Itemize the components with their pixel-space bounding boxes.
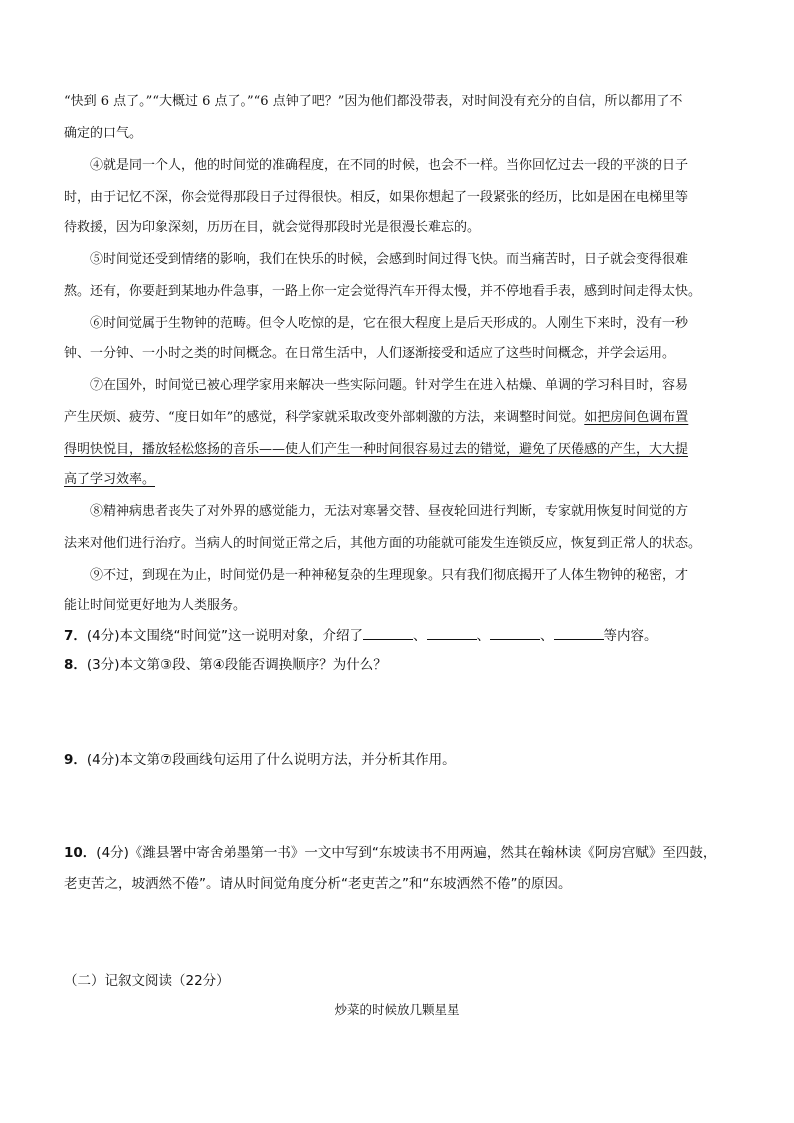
- underlined-sentence: 得明快悦目，播放轻松悠扬的音乐——使人们产生一种时间很容易过去的错觉，避免了厌倦感的产生，大大提: [64, 442, 689, 457]
- question-9: [64, 751, 456, 769]
- question-text: (4分)本文第⑦段画线句运用了什么说明方法，并分析其作用。: [86, 752, 456, 768]
- answer-blank[interactable]: [427, 627, 477, 640]
- question-text: 等内容。: [603, 628, 658, 644]
- question-text: (4分)《潍县署中寄舍弟墨第一书》一文中写到“东坡读书不用两遍，然其在翰林读《阿房宫赋》至四鼓，: [96, 845, 717, 861]
- passage-line: 确定的口气。: [64, 126, 143, 141]
- question-text: (3分)本文第③段、第④段能否调换顺序？为什么？: [86, 657, 387, 673]
- question-10: [64, 844, 716, 862]
- paragraph-6: ⑥时间觉属于生物钟的范畴。但令人吃惊的是，它在很大程度上是后天形成的。人刚生下来时，没有一秒: [90, 316, 689, 331]
- passage-line: 钟、一分钟、一小时之类的时间概念。在日常生活中，人们逐渐接受和适应了这些时间概念，并学会运用。: [64, 346, 676, 361]
- separator: 、: [476, 628, 491, 644]
- passage-line: 待救援，因为印象深刻，历历在目，就会觉得那段时光是很漫长难忘的。: [64, 220, 481, 235]
- paragraph-7: ⑦在国外，时间觉已被心理学家用来解决一些实际问题。针对学生在进入枯燥、单调的学习科目时，容易: [90, 378, 689, 393]
- article-title: 炒菜的时候放几颗星星: [334, 1002, 460, 1017]
- question-7: [64, 627, 658, 645]
- passage-line: 能让时间觉更好地为人类服务。: [64, 598, 247, 613]
- separator: 、: [413, 628, 427, 644]
- question-number: 7．: [64, 628, 87, 644]
- answer-blank[interactable]: [490, 627, 540, 640]
- underlined-sentence: 如把房间色调布置: [584, 410, 689, 425]
- question-number: 10．: [64, 845, 97, 861]
- paragraph-8: ⑧精神病患者丧失了对外界的感觉能力，无法对寒暑交替、昼夜轮回进行判断，专家就用恢复时间觉的方: [90, 504, 689, 519]
- question-number: 9．: [64, 752, 87, 768]
- question-10-continued: 老吏苦之，坡洒然不倦”。请从时间觉角度分析“老吏苦之”和“东坡洒然不倦”的原因。: [64, 876, 572, 892]
- passage-text: 产生厌烦、疲劳、“度日如年”的感觉，科学家就采取改变外部刺激的方法，来调整时间觉。: [64, 410, 585, 425]
- passage-line: “快到 6 点了。”“大概过 6 点了。”“6 点钟了吧？”因为他们都没带表，对时间没有充分的自信，所以都用了不: [64, 94, 683, 109]
- section-heading: （二）记叙文阅读（22分）: [64, 973, 230, 989]
- answer-blank[interactable]: [554, 627, 604, 640]
- paragraph-4: ④就是同一个人，他的时间觉的准确程度，在不同的时候，也会不一样。当你回忆过去一段的平淡的日子: [90, 158, 689, 173]
- question-text: (4分)本文围绕“时间觉”这一说明对象，介绍了: [86, 628, 364, 644]
- passage-line: 时，由于记忆不深，你会觉得那段日子过得很快。相反，如果你想起了一段紧张的经历，比如是困在电梯里等: [64, 190, 689, 205]
- question-8: [64, 656, 387, 674]
- passage-line: 法来对他们进行治疗。当病人的时间觉正常之后，其他方面的功能就可能发生连锁反应，恢复到正常人的状态。: [64, 536, 702, 551]
- answer-blank[interactable]: [363, 627, 413, 640]
- underlined-sentence: 高了学习效率。: [64, 472, 156, 487]
- passage-line: [64, 409, 688, 427]
- question-number: 8．: [64, 657, 87, 673]
- passage-line: 熬。还有，你要赶到某地办件急事，一路上你一定会觉得汽车开得太慢，并不停地看手表，感到时间走得太快。: [64, 284, 702, 299]
- separator: 、: [540, 628, 554, 644]
- paragraph-9: ⑨不过，到现在为止，时间觉仍是一种神秘复杂的生理现象。只有我们彻底揭开了人体生物钟的秘密，才: [90, 568, 689, 583]
- paragraph-5: ⑤时间觉还受到情绪的影响，我们在快乐的时候，会感到时间过得飞快。而当痛苦时，日子就会变得很难: [90, 252, 689, 267]
